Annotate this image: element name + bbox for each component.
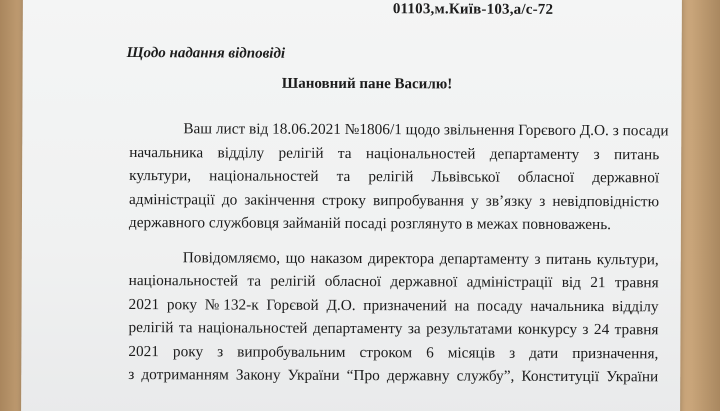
paragraph-1-line-4: адміністрації до закінчення строку випробування у зв’язку з невідповідністю (128, 190, 660, 210)
postal-address: 01103,м.Київ-103,а/с-72 (392, 1, 554, 18)
paragraph-1-line-5: державного службовця займаній посаді розглянуто в межах повноважень. (128, 214, 612, 234)
paragraph-2-line-6: з дотриманням Закону України “Про державну службу”, Конституції України (128, 366, 659, 386)
paragraph-1-line-2: начальника відділу релігій та національностей департаменту з питань (129, 143, 660, 163)
paragraph-2-line-3: 2021 року №132-к Горєвой Д.О. призначений на посаду начальника відділу (128, 295, 659, 315)
paragraph-2-line-2: національностей та релігій обласної державної адміністрації від 21 травня (128, 272, 659, 292)
paragraph-1-line-1: Ваш лист від 18.06.2021 №1806/1 щодо звільнення Горєвого Д.О. з посади (183, 120, 669, 140)
paragraph-2-line-5: 2021 року з випробувальним строком 6 місяців з дати призначення, (128, 342, 659, 362)
letter-page (21, 0, 682, 411)
paragraph-2-line-4: релігій та національностей департаменту за результатами конкурсу з 24 травня (128, 319, 659, 339)
letter-body (128, 117, 669, 389)
salutation: Шановний пане Василю! (281, 75, 453, 93)
paragraph-2-line-1: Повідомляємо, що наказом директора департаменту з питань культури, (182, 248, 659, 268)
letter-subject: Щодо надання відповіді (126, 45, 286, 62)
paragraph-1-line-3: культури, національностей та релігій Львівської обласної державної (129, 167, 660, 187)
